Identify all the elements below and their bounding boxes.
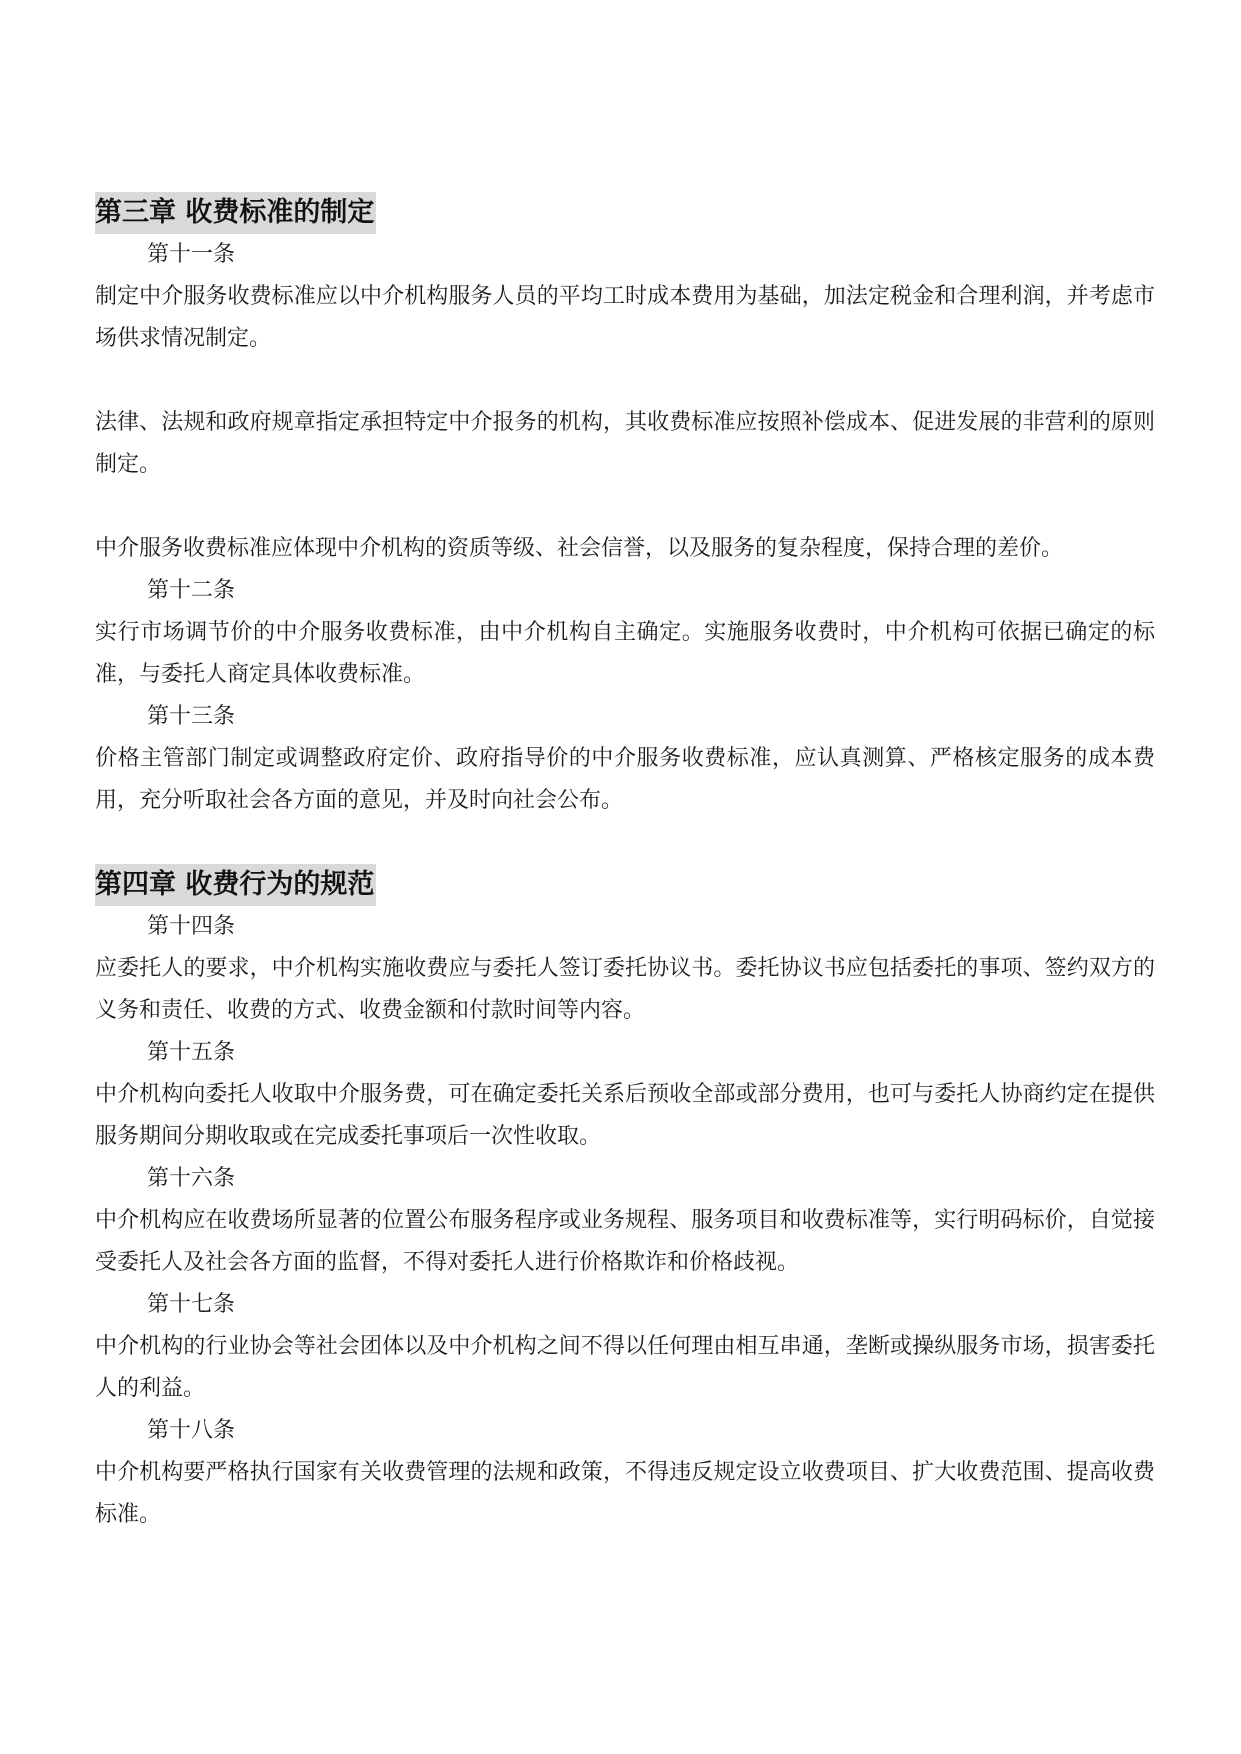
paragraph-spacer	[95, 360, 1155, 402]
article-paragraph: 中介服务收费标准应体现中介机构的资质等级、社会信誉，以及服务的复杂程度，保持合理的差价。	[95, 536, 1064, 561]
article-paragraph: 中介机构向委托人收取中介服务费，可在确定委托关系后预收全部或部分费用，也可与委托人协商约定在提供服务期间分期收取或在完成委托事项后一次性收取。	[95, 1082, 1155, 1149]
paragraph-spacer	[95, 486, 1155, 528]
chapter-4	[95, 864, 1155, 1536]
article-paragraph: 法律、法规和政府规章指定承担特定中介报务的机构，其收费标准应按照补偿成本、促进发展的非营利的原则制定。	[95, 410, 1155, 477]
chapter-title: 第三章 收费标准的制定	[95, 192, 376, 234]
article-paragraph: 中介机构的行业协会等社会团体以及中介机构之间不得以任何理由相互串通，垄断或操纵服务市场，损害委托人的利益。	[95, 1334, 1155, 1401]
article-label: 第十四条	[147, 914, 236, 939]
chapter-title: 第四章 收费行为的规范	[95, 864, 376, 906]
article-label: 第十八条	[147, 1418, 236, 1443]
article-label: 第十二条	[147, 578, 236, 603]
article-label: 第十六条	[147, 1166, 236, 1191]
chapter-3	[95, 192, 1155, 822]
article-paragraph: 中介机构应在收费场所显著的位置公布服务程序或业务规程、服务项目和收费标准等，实行明码标价，自觉接受委托人及社会各方面的监督，不得对委托人进行价格欺诈和价格歧视。	[95, 1208, 1155, 1275]
article-label: 第十三条	[147, 704, 236, 729]
article-paragraph: 实行市场调节价的中介服务收费标准，由中介机构自主确定。实施服务收费时，中介机构可依据已确定的标准，与委托人商定具体收费标准。	[95, 620, 1155, 687]
article-label: 第十一条	[147, 242, 236, 267]
article-label: 第十七条	[147, 1292, 236, 1317]
article-paragraph: 制定中介服务收费标准应以中介机构服务人员的平均工时成本费用为基础，加法定税金和合理利润，并考虑市场供求情况制定。	[95, 284, 1155, 351]
chapter-spacer	[95, 822, 1155, 864]
document-page	[95, 192, 1155, 1536]
article-paragraph: 价格主管部门制定或调整政府定价、政府指导价的中介服务收费标准，应认真测算、严格核定服务的成本费用，充分听取社会各方面的意见，并及时向社会公布。	[95, 746, 1155, 813]
article-paragraph: 中介机构要严格执行国家有关收费管理的法规和政策，不得违反规定设立收费项目、扩大收费范围、提高收费标准。	[95, 1460, 1155, 1527]
article-paragraph: 应委托人的要求，中介机构实施收费应与委托人签订委托协议书。委托协议书应包括委托的事项、签约双方的义务和责任、收费的方式、收费金额和付款时间等内容。	[95, 956, 1155, 1023]
article-label: 第十五条	[147, 1040, 236, 1065]
